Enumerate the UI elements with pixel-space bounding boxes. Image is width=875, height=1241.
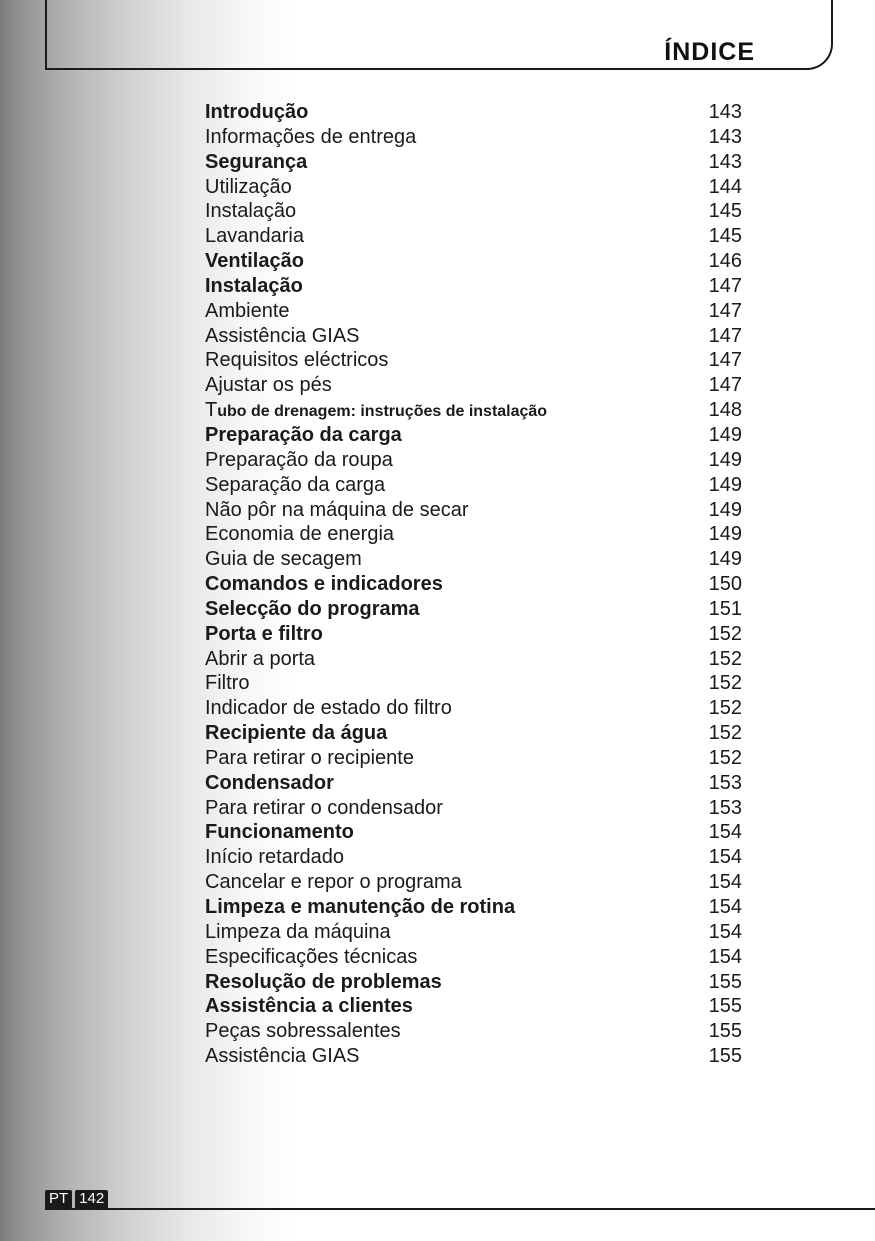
toc-entry-label: Para retirar o condensador — [205, 796, 443, 819]
toc-entry-page: 143 — [708, 150, 742, 173]
toc-entry-page: 155 — [708, 1020, 742, 1043]
toc-entry-page: 153 — [708, 771, 742, 794]
toc-entry-label: Filtro — [205, 672, 250, 695]
toc-entry-page: 155 — [708, 995, 742, 1018]
toc-entry — [205, 994, 745, 1019]
toc-entry-page: 147 — [708, 349, 742, 372]
language-badge: PT — [45, 1190, 72, 1208]
toc-entry-label: Não pôr na máquina de secar — [205, 498, 469, 521]
footer-divider — [45, 1208, 875, 1210]
toc-entry-label: Recipiente da água — [205, 722, 388, 745]
toc-entry — [205, 671, 745, 696]
toc-entry — [205, 249, 745, 274]
toc-entry-label: Resolução de problemas — [205, 970, 442, 993]
toc-entry-label: Tubo de drenagem: instruções de instalação — [205, 399, 548, 422]
page-title: ÍNDICE — [664, 38, 755, 66]
toc-entry-label: Requisitos eléctricos — [205, 349, 389, 372]
toc-entry — [205, 1019, 745, 1044]
toc-entry-page: 155 — [708, 1045, 742, 1068]
toc-entry-page: 147 — [708, 299, 742, 322]
toc-entry-page: 151 — [708, 597, 742, 620]
toc-entry-page: 143 — [708, 125, 742, 148]
toc-entry — [205, 895, 745, 920]
toc-entry-label: Utilização — [205, 175, 292, 198]
toc-entry — [205, 870, 745, 895]
toc-entry — [205, 423, 745, 448]
toc-entry-page: 154 — [708, 920, 742, 943]
toc-entry-label: Início retardado — [205, 846, 344, 869]
toc-entry-page: 148 — [708, 399, 742, 422]
toc-entry — [205, 125, 745, 150]
toc-entry-page: 153 — [708, 796, 742, 819]
toc-entry-label: Assistência a clientes — [205, 995, 413, 1018]
toc-entry-page: 146 — [708, 250, 742, 273]
toc-entry — [205, 150, 745, 175]
toc-entry — [205, 224, 745, 249]
toc-entry-label: Abrir a porta — [205, 647, 316, 670]
toc-entry — [205, 1044, 745, 1069]
toc-entry-page: 147 — [708, 274, 742, 297]
toc-entry-page: 152 — [708, 672, 742, 695]
toc-entry-page: 149 — [708, 523, 742, 546]
toc-entry-page: 149 — [708, 498, 742, 521]
toc-entry — [205, 647, 745, 672]
toc-entry — [205, 746, 745, 771]
page-number-badge: 142 — [75, 1190, 108, 1208]
toc-entry — [205, 945, 745, 970]
toc-entry-page: 152 — [708, 746, 742, 769]
toc-entry-label: Para retirar o recipiente — [205, 746, 414, 769]
toc-entry-label: Condensador — [205, 771, 334, 794]
toc-entry-label: Instalação — [205, 200, 297, 223]
toc-entry — [205, 796, 745, 821]
toc-entry — [205, 572, 745, 597]
toc-entry-page: 154 — [708, 846, 742, 869]
toc-entry-label: Introdução — [205, 101, 309, 123]
toc-entry-page: 152 — [708, 722, 742, 745]
toc-entry-label: Guia de secagem — [205, 548, 362, 571]
toc-entry-label: Ventilação — [205, 250, 304, 273]
toc-entry-page: 149 — [708, 548, 742, 571]
toc-entry-label: Indicador de estado do filtro — [205, 697, 452, 720]
toc-entry — [205, 597, 745, 622]
toc-entry — [205, 498, 745, 523]
toc-entry — [205, 473, 745, 498]
toc-entry — [205, 274, 745, 299]
toc-entry-label: Assistência GIAS — [205, 324, 360, 347]
toc-entry-label: Lavandaria — [205, 225, 304, 248]
toc-entry — [205, 696, 745, 721]
toc-entry-label: Separação da carga — [205, 473, 386, 496]
toc-entry-page: 155 — [708, 970, 742, 993]
toc-entry-label: Segurança — [205, 150, 308, 173]
toc-entry-page: 154 — [708, 821, 742, 844]
toc-entry-page: 150 — [708, 573, 742, 596]
toc-entry-label: Comandos e indicadores — [205, 573, 443, 596]
toc-entry-page: 149 — [708, 473, 742, 496]
toc-entry-page: 147 — [708, 374, 742, 397]
toc-entry-label: Cancelar e repor o programa — [205, 871, 462, 894]
toc-entry-label: Preparação da carga — [205, 423, 402, 446]
toc-entry — [205, 547, 745, 572]
toc-entry-label: Funcionamento — [205, 821, 354, 844]
toc-entry-label: Selecção do programa — [205, 597, 420, 620]
toc-entry — [205, 522, 745, 547]
toc-entry — [205, 771, 745, 796]
toc-entry — [205, 199, 745, 224]
toc-entry — [205, 175, 745, 200]
toc-entry — [205, 845, 745, 870]
toc-entry-page: 154 — [708, 896, 742, 918]
footer-badges — [45, 1190, 108, 1208]
toc-entry-page: 145 — [708, 225, 742, 248]
toc-entry-page: 149 — [708, 448, 742, 471]
toc-entry — [205, 448, 745, 473]
toc-entry — [205, 970, 745, 995]
toc-entry — [205, 373, 745, 398]
toc-entry-label: Informações de entrega — [205, 125, 417, 148]
toc-entry — [205, 324, 745, 349]
toc-entry-page: 152 — [708, 622, 742, 645]
toc-entry-label: Economia de energia — [205, 523, 395, 546]
toc-entry-page: 145 — [708, 200, 742, 223]
toc-entry-label: Limpeza e manutenção de rotina — [205, 896, 516, 918]
toc-entry-page: 149 — [708, 423, 742, 446]
toc-entry-page: 143 — [708, 101, 742, 123]
toc-entry-label: Ajustar os pés — [205, 374, 332, 397]
table-of-contents — [205, 100, 745, 1069]
toc-entry-page: 154 — [708, 945, 742, 968]
toc-entry — [205, 721, 745, 746]
toc-entry — [205, 820, 745, 845]
toc-entry — [205, 622, 745, 647]
toc-entry-label: Instalação — [205, 274, 303, 297]
toc-entry — [205, 299, 745, 324]
toc-entry-page: 147 — [708, 324, 742, 347]
toc-entry-label: Limpeza da máquina — [205, 920, 391, 943]
toc-entry-label: Ambiente — [205, 299, 290, 322]
toc-entry — [205, 920, 745, 945]
toc-entry-label: Porta e filtro — [205, 622, 323, 645]
toc-entry-label: Peças sobressalentes — [205, 1020, 401, 1043]
toc-entry — [205, 398, 745, 423]
toc-entry-page: 154 — [708, 871, 742, 894]
toc-entry-page: 144 — [708, 175, 742, 198]
toc-entry-page: 152 — [708, 647, 742, 670]
toc-entry-label: Especificações técnicas — [205, 945, 418, 968]
toc-entry-label: Assistência GIAS — [205, 1045, 360, 1068]
toc-entry-label: Preparação da roupa — [205, 448, 393, 471]
toc-entry-page: 152 — [708, 697, 742, 720]
toc-entry — [205, 100, 745, 125]
toc-entry — [205, 348, 745, 373]
